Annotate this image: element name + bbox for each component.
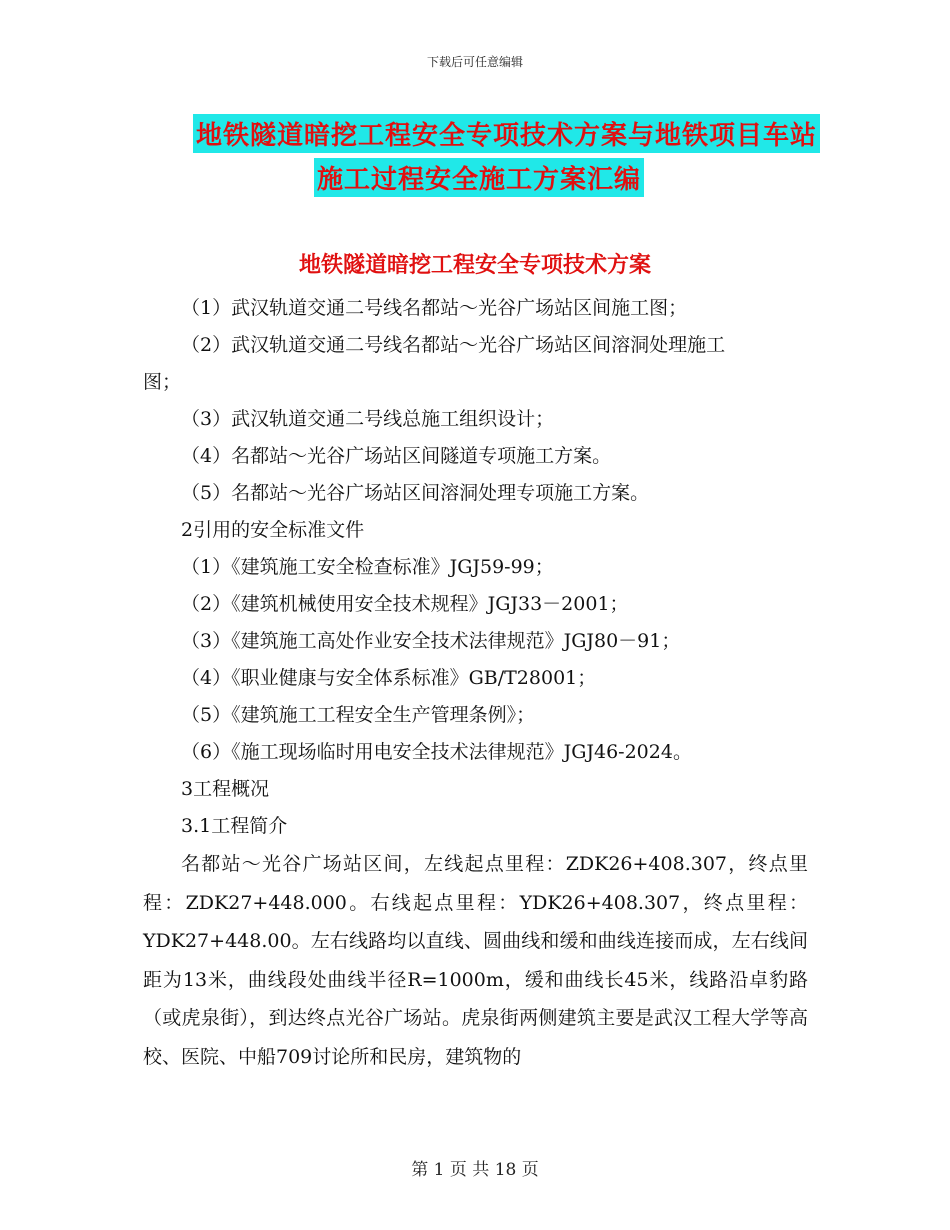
- project-intro-paragraph: 名都站～光谷广场站区间，左线起点里程：ZDK26+408.307，终点里程：ZDK27+448.000。右线起点里程：YDK26+408.307，终点里程：YDK27+448.00。左右线路均以直线、圆曲线和缓和曲线连接而成，左右线间距为13米，曲线段处曲线半径R=1000m，缓和曲线长45米，线路沿卓豹路（或虎泉街），到达终点光谷广场站。虎泉街两侧建筑主要是武汉工程大学等高校、医院、中船709讨论所和民房，建筑物的: [143, 853, 808, 1068]
- standard-item-5: （5）《建筑施工工程安全生产管理条例》；: [181, 704, 536, 726]
- reference-item-1: （1）武汉轨道交通二号线名都站～光谷广场站区间施工图；: [181, 297, 688, 319]
- section-title: 地铁隧道暗挖工程安全专项技术方案: [298, 253, 651, 278]
- page-footer: 第 1 页 共 18 页: [411, 1160, 539, 1180]
- standard-item-2: （2）《建筑机械使用安全技术规程》JGJ33－2001；: [181, 593, 629, 615]
- standard-item-3: （3）《建筑施工高处作业安全技术法律规范》JGJ80－91；: [181, 630, 681, 652]
- reference-item-3: （3）武汉轨道交通二号线总施工组织设计；: [181, 408, 555, 430]
- reference-item-4: （4）名都站～光谷广场站区间隧道专项施工方案。: [181, 445, 612, 467]
- standard-item-1: （1）《建筑施工安全检查标准》JGJ59-99；: [181, 556, 554, 578]
- standard-item-4: （4）《职业健康与安全体系标准》GB/T28001；: [181, 667, 597, 689]
- section-heading-3-1: 3.1工程简介: [181, 815, 288, 837]
- standard-item-6: （6）《施工现场临时用电安全技术法律规范》JGJ46-2024。: [181, 741, 692, 763]
- section-heading-2: 2引用的安全标准文件: [181, 519, 365, 541]
- reference-item-2: （2）武汉轨道交通二号线名都站～光谷广场站区间溶洞处理施工: [181, 334, 726, 356]
- document-body: [143, 290, 808, 1076]
- section-heading-3: 3工程概况: [181, 778, 270, 800]
- document-title-line-2: 施工过程安全施工方案汇编: [314, 158, 644, 197]
- page-header: 下载后可任意编辑: [426, 55, 523, 69]
- reference-item-5: （5）名都站～光谷广场站区间溶洞处理专项施工方案。: [181, 482, 650, 504]
- reference-item-2-continued: 图；: [143, 371, 182, 393]
- document-title-line-1: 地铁隧道暗挖工程安全专项技术方案与地铁项目车站: [193, 114, 820, 153]
